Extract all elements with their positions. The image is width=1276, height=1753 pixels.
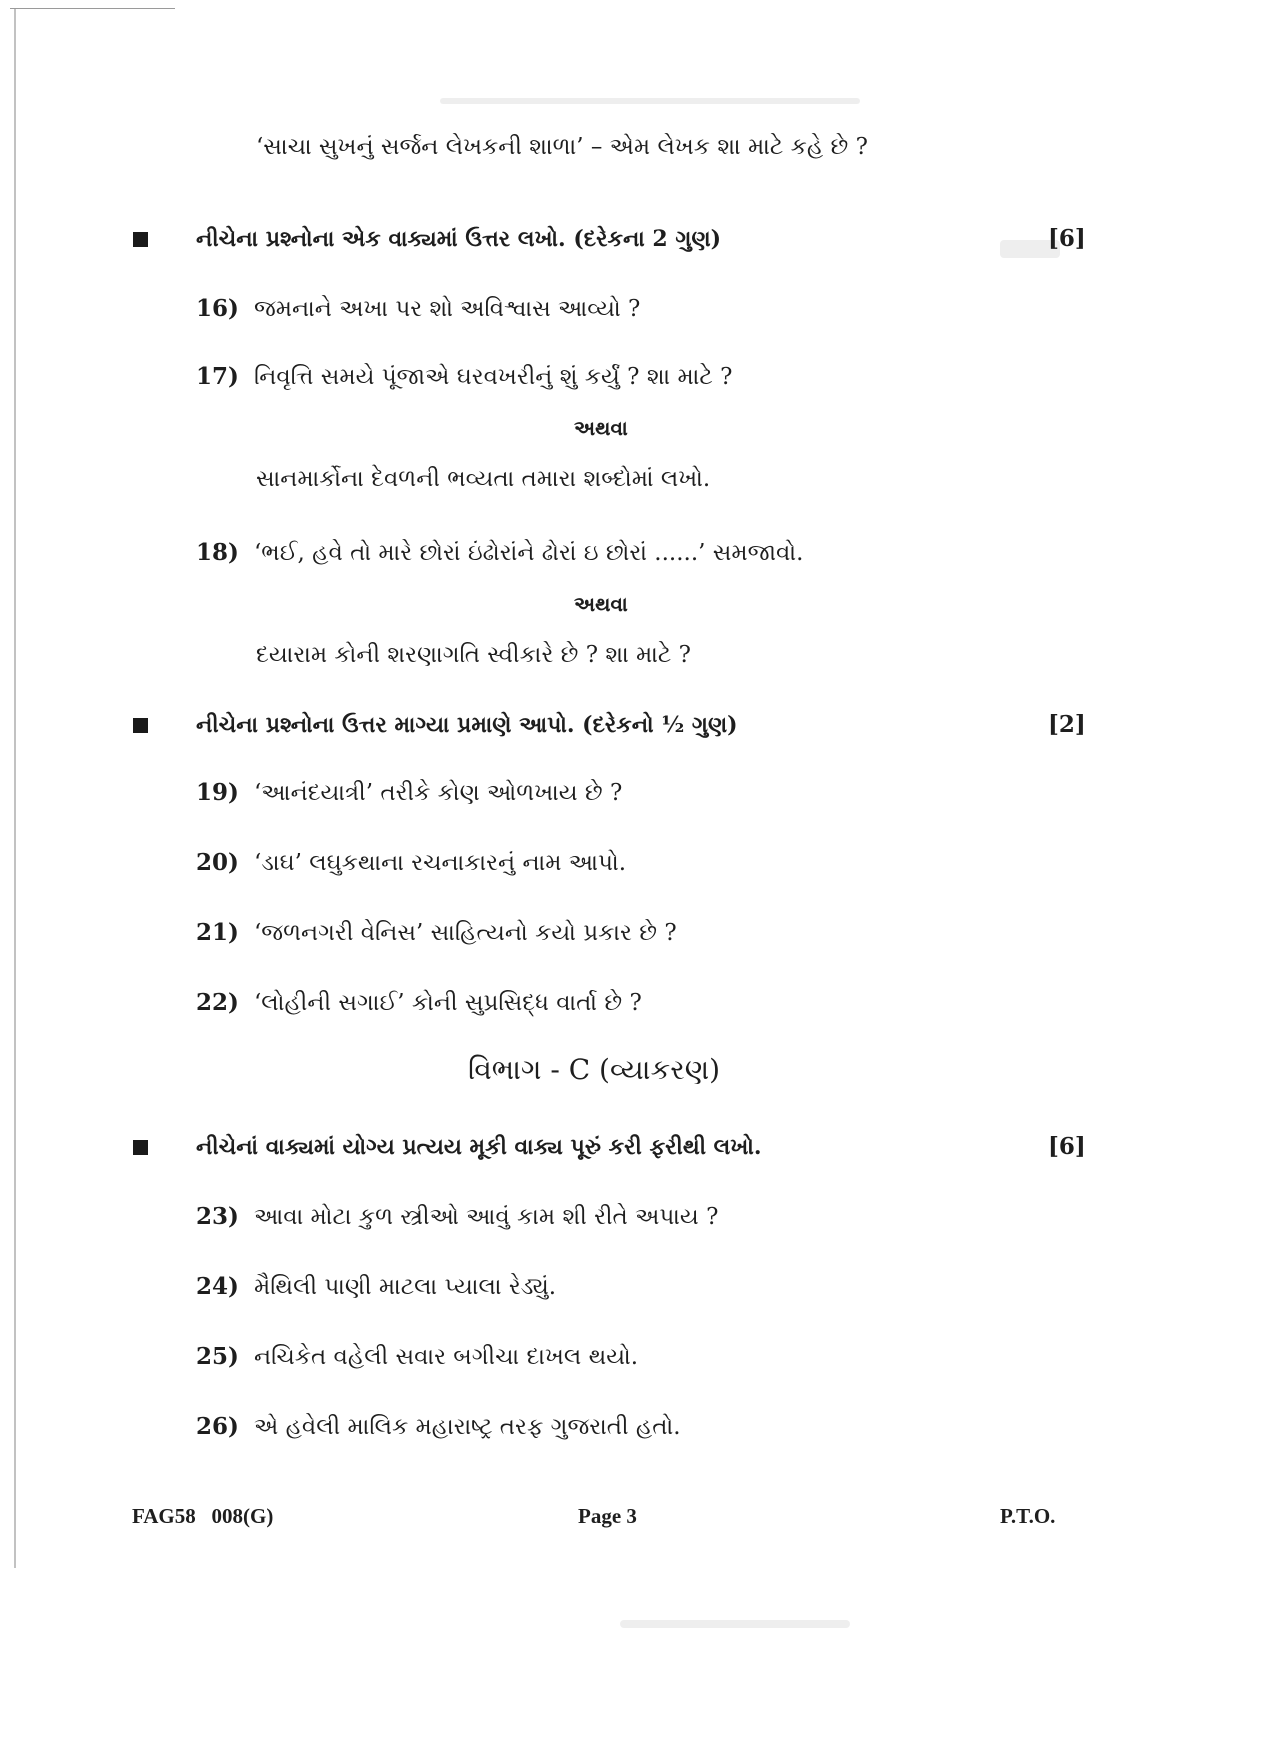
section1-instruction: નીચેના પ્રશ્નોના એક વાક્યમાં ઉત્તર લખો. (દરેકના 2 ગુણ) (196, 226, 722, 252)
question-number: 19) (196, 779, 239, 806)
question-text: મૈથિલી પાણી માટલા પ્યાલા રેડ્યું. (254, 1274, 557, 1300)
question-24 (196, 1272, 556, 1302)
question-text: ‘ભઈ, હવે તો મારે છોરાં ઇંઢોરાંને ઢોરાં ઇ છોરાં ......’ સમજાવો. (254, 540, 804, 566)
question-number: 23) (196, 1203, 239, 1230)
question-text: નિવૃત્તિ સમયે પૂંજાએ ઘરવખરીનું શું કર્યું ? શા માટે ? (254, 364, 733, 390)
question-17 (196, 362, 732, 392)
or-label: અથવા (574, 592, 628, 616)
section2-marks: [2] (1048, 711, 1086, 738)
question-number: 18) (196, 539, 239, 566)
question-18 (196, 538, 803, 568)
paper-code: FAG58 008(G) (132, 1504, 274, 1528)
question-text: ‘લોહીની સગાઈ’ કોની સુપ્રસિદ્ધ વાર્તા છે ? (254, 990, 642, 1016)
question-text: જમનાને અખા પર શો અવિશ્વાસ આવ્યો ? (254, 296, 641, 322)
question-text: ‘ડાઘ’ લઘુકથાના રચનાકારનું નામ આપો. (254, 850, 627, 876)
question-number: 20) (196, 849, 239, 876)
page-edge-line (14, 8, 16, 1568)
question-number: 26) (196, 1413, 239, 1440)
top-rule (10, 8, 175, 9)
question-25 (196, 1342, 638, 1372)
question-number: 25) (196, 1343, 239, 1370)
question-number: 17) (196, 363, 239, 390)
question-text: આવા મોટા કુળ સ્ત્રીઓ આવું કામ શી રીતે અપાય ? (254, 1204, 719, 1230)
question-text: નચિકેત વહેલી સવાર બગીચા દાખલ થયો. (254, 1344, 639, 1370)
question-20 (196, 848, 626, 878)
section3-instruction: નીચેનાં વાક્યમાં યોગ્ય પ્રત્યય મૂકી વાક્ય પૂરું કરી ફરીથી લખો. (196, 1134, 762, 1160)
question-text: એ હવેલી માલિક મહારાષ્ટ્ર તરફ ગુજરાતી હતો. (254, 1414, 681, 1440)
question-16 (196, 294, 640, 324)
question-number: 21) (196, 919, 239, 946)
section2-instruction: નીચેના પ્રશ્નોના ઉત્તર માગ્યા પ્રમાણે આપો. (દરેકનો ½ ગુણ) (196, 712, 738, 738)
section-bullet (133, 718, 148, 733)
question-text: ‘આનંદયાત્રી’ તરીકે કોણ ઓળખાય છે ? (254, 780, 623, 806)
pto-label: P.T.O. (1000, 1504, 1056, 1528)
question-number: 16) (196, 295, 239, 322)
question-17-alternative: સાનમાર્કોના દેવળની ભવ્યતા તમારા શબ્દોમાં લખો. (256, 466, 711, 492)
question-number: 22) (196, 989, 239, 1016)
section-c-title: વિભાગ - C (વ્યાકરણ) (468, 1053, 721, 1086)
page-number: Page 3 (578, 1504, 637, 1528)
question-22 (196, 988, 642, 1018)
question-text: ‘જળનગરી વેનિસ’ સાહિત્યનો કયો પ્રકાર છે ? (254, 920, 677, 946)
question-26 (196, 1412, 681, 1442)
section-bullet (133, 1140, 148, 1155)
bleed-smudge (620, 1620, 850, 1628)
intro-question: ‘સાચા સુખનું સર્જન લેખકની શાળા’ – એમ લેખક શા માટે કહે છે ? (256, 134, 868, 160)
bleed-smudge (440, 98, 860, 104)
question-21 (196, 918, 677, 948)
question-18-alternative: દયારામ કોની શરણાગતિ સ્વીકારે છે ? શા માટે ? (256, 642, 691, 668)
or-label: અથવા (574, 416, 628, 440)
question-number: 24) (196, 1273, 239, 1300)
question-23 (196, 1202, 718, 1232)
question-19 (196, 778, 622, 808)
section-bullet (133, 232, 148, 247)
section3-marks: [6] (1048, 1133, 1086, 1160)
section1-marks: [6] (1048, 225, 1086, 252)
